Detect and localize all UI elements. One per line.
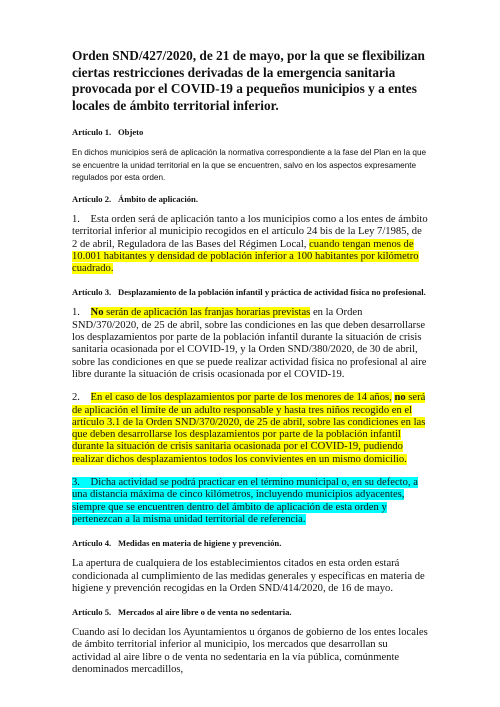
document-page (72, 48, 428, 687)
article-2-p1-highlight: cuando tengan menos de 10.001 habitantes y densidad de población inferior a 100 habitantes por kilómetro cuadrado. (72, 238, 419, 275)
article-3-number: Artículo 3. (72, 287, 112, 298)
article-3-p2-bold-no: no (394, 392, 406, 404)
article-2-title: Ámbito de aplicación. (118, 193, 198, 204)
article-3-p1-text: en la Orden SND/370/2020, de 25 de abril, sobre las condiciones en las que deben desarrollarse los desplazamientos por parte de la población infantil durante la situación de crisis sanitaria ocasionada por el COVID-19, y la Orden SND/380/2020, de 30 de abril, sobre las condiciones en que se puede realizar actividad física no profesional al aire libre durante la situación de crisis ocasionada por el COVID-19. (72, 307, 427, 380)
article-3-p2-highlight-a: En el caso de los desplazamientos por parte de los menores de 14 años, (90, 392, 392, 404)
article-4-number: Artículo 4. (72, 538, 112, 549)
article-3-heading (72, 286, 428, 298)
article-3-p2-number: 2. (72, 392, 91, 404)
article-4-title: Medidas en materia de higiene y prevención. (118, 538, 282, 549)
article-3-p1-highlight-bold: No (90, 307, 104, 319)
article-5-heading (72, 606, 428, 618)
article-3-paragraph-3 (72, 477, 428, 526)
article-1-title: Objeto (118, 127, 144, 138)
article-3-p1-highlight: serán de aplicación las franjas horarias previstas (103, 307, 311, 319)
article-5-title: Mercados al aire libre o de venta no sedentaria. (118, 607, 292, 618)
article-4-text: La apertura de cualquiera de los establecimientos citados en esta orden estará condicionada al cumplimiento de las medidas generales y específicas en materia de higiene y prevención recogidas en la Orden SND/414/2020, de 16 de mayo. (72, 558, 425, 594)
article-2-number: Artículo 2. (72, 193, 112, 204)
article-2-heading (72, 193, 428, 205)
article-5-text: Cuando así lo decidan los Ayuntamientos u órganos de gobierno de los entes locales de ámbito territorial inferior al municipio, los mercados que desarrollan su actividad al aire libre o de venta no sedentaria en la vía pública, comúnmente denominados mercadillos, (72, 627, 428, 675)
article-3-p2-highlight-b: será de aplicación el límite de un adulto responsable y hasta tres niños recogido en el artículo 3.1 de la Orden SND/370/2020, de 25 de abril, sobre las condiciones en las que deben desarrollarse los desplazamientos por parte de la población infantil durante la situación de crisis sanitaria ocasionada por el COVID-19, pudiendo realizar dichos desplazamientos todos los convivientes en un mismo domicilio. (72, 392, 426, 465)
article-4-heading (72, 537, 428, 549)
article-3-title: Desplazamiento de la población infantil y práctica de actividad física no profesional. (118, 287, 426, 298)
article-1-text: En dichos municipios será de aplicación la normativa correspondiente a la fase del Plan en la que se encuentre la unidad territorial en la que se encuentren, salvo en los aspectos expresamente regulados por esta orden. (72, 148, 427, 182)
article-3-paragraph-2 (72, 392, 428, 466)
article-2-paragraph-1 (72, 214, 428, 275)
article-3-paragraph-1 (72, 307, 428, 381)
article-3-p3-highlight: 3. Dicha actividad se podrá practicar en el término municipal o, en su defecto, a una distancia máxima de cinco kilómetros, incluyendo municipios adyacentes, siempre que se encuentren dentro del ámbito de aplicación de esta orden y pertenezcan a la misma unidad territorial de referencia. (72, 477, 418, 525)
article-1-heading (72, 126, 428, 138)
article-2-p1-text: 1. Esta orden será de aplicación tanto a los municipios como a los entes de ámbito territorial inferior al municipio recogidos en el artículo 24 bis de la Ley 7/1985, de 2 de abril, Reguladora de las Bases del Régimen Local, (72, 213, 428, 250)
article-5-number: Artículo 5. (72, 607, 112, 618)
article-1-number: Artículo 1. (72, 127, 112, 138)
document-title: Orden SND/427/2020, de 21 de mayo, por la que se flexibilizan ciertas restricciones derivadas de la emergencia sanitaria provocada por el COVID-19 a pequeños municipios y a entes locales de ámbito territorial inferior. (72, 48, 425, 113)
article-3-p1-number: 1. (72, 307, 91, 319)
